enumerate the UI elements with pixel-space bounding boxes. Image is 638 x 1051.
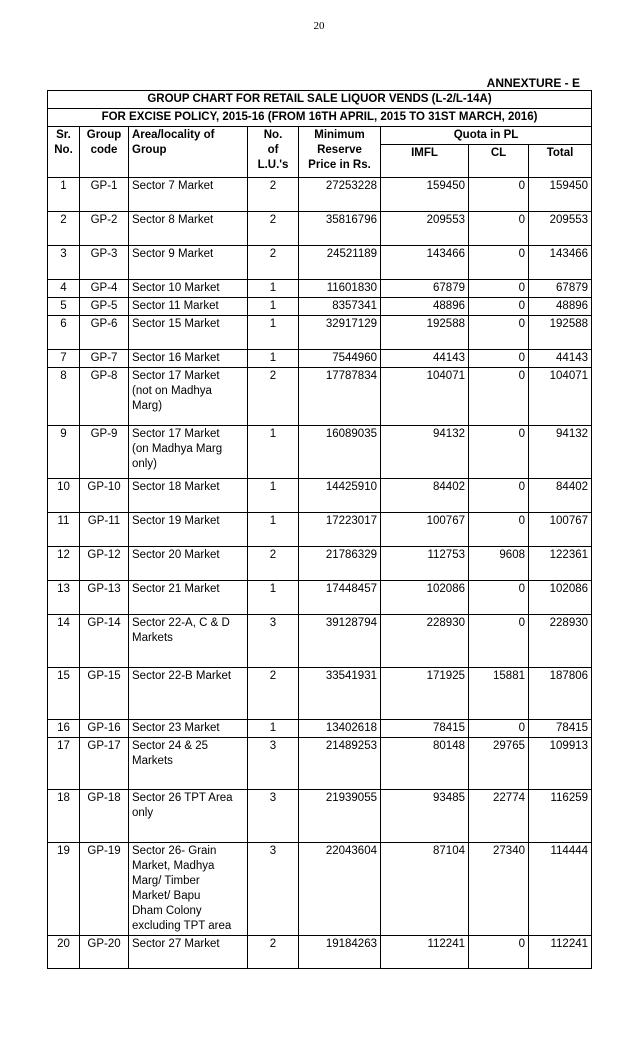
cell-lus: 1 [248, 720, 299, 738]
cell-sr-no: 1 [48, 178, 80, 212]
header-group-code: Group code [80, 127, 129, 178]
cell-group-code: GP-17 [80, 738, 129, 790]
cell-area: Sector 8 Market [129, 212, 248, 246]
cell-lus: 1 [248, 280, 299, 298]
cell-lus: 2 [248, 178, 299, 212]
cell-imfl: 159450 [381, 178, 469, 212]
cell-lus: 2 [248, 246, 299, 280]
table-row [48, 843, 592, 936]
table-row [48, 178, 592, 212]
cell-lus: 1 [248, 426, 299, 479]
cell-reserve-price: 22043604 [299, 843, 381, 936]
cell-cl: 0 [469, 513, 529, 547]
header-reserve-price: Minimum Reserve Price in Rs. [299, 127, 381, 178]
cell-cl: 0 [469, 212, 529, 246]
cell-lus: 1 [248, 581, 299, 615]
cell-reserve-price: 17448457 [299, 581, 381, 615]
cell-cl: 0 [469, 936, 529, 969]
cell-sr-no: 12 [48, 547, 80, 581]
cell-imfl: 67879 [381, 280, 469, 298]
cell-imfl: 209553 [381, 212, 469, 246]
cell-total: 187806 [529, 668, 592, 720]
cell-imfl: 104071 [381, 368, 469, 426]
cell-imfl: 112753 [381, 547, 469, 581]
cell-cl: 0 [469, 720, 529, 738]
cell-imfl: 87104 [381, 843, 469, 936]
cell-reserve-price: 14425910 [299, 479, 381, 513]
cell-area: Sector 17 Market (not on Madhya Marg) [129, 368, 248, 426]
header-total: Total [529, 145, 592, 178]
cell-lus: 1 [248, 350, 299, 368]
cell-area: Sector 21 Market [129, 581, 248, 615]
cell-total: 114444 [529, 843, 592, 936]
cell-area: Sector 20 Market [129, 547, 248, 581]
cell-imfl: 93485 [381, 790, 469, 843]
cell-total: 116259 [529, 790, 592, 843]
cell-cl: 27340 [469, 843, 529, 936]
cell-sr-no: 19 [48, 843, 80, 936]
cell-cl: 0 [469, 426, 529, 479]
cell-imfl: 143466 [381, 246, 469, 280]
cell-group-code: GP-18 [80, 790, 129, 843]
cell-cl: 22774 [469, 790, 529, 843]
cell-reserve-price: 17223017 [299, 513, 381, 547]
header-imfl: IMFL [381, 145, 469, 178]
table-row [48, 350, 592, 368]
cell-sr-no: 7 [48, 350, 80, 368]
cell-reserve-price: 24521189 [299, 246, 381, 280]
cell-cl: 0 [469, 280, 529, 298]
cell-cl: 0 [469, 350, 529, 368]
cell-cl: 15881 [469, 668, 529, 720]
cell-sr-no: 18 [48, 790, 80, 843]
cell-sr-no: 11 [48, 513, 80, 547]
cell-reserve-price: 35816796 [299, 212, 381, 246]
cell-lus: 2 [248, 212, 299, 246]
cell-sr-no: 3 [48, 246, 80, 280]
cell-sr-no: 5 [48, 298, 80, 316]
cell-cl: 0 [469, 316, 529, 350]
cell-imfl: 192588 [381, 316, 469, 350]
cell-total: 109913 [529, 738, 592, 790]
cell-sr-no: 16 [48, 720, 80, 738]
cell-sr-no: 10 [48, 479, 80, 513]
header-cl: CL [469, 145, 529, 178]
annexure-label: ANNEXTURE - E [486, 76, 580, 90]
cell-group-code: GP-6 [80, 316, 129, 350]
cell-area: Sector 23 Market [129, 720, 248, 738]
cell-sr-no: 8 [48, 368, 80, 426]
cell-group-code: GP-2 [80, 212, 129, 246]
page-number: 20 [313, 20, 325, 32]
cell-total: 100767 [529, 513, 592, 547]
cell-group-code: GP-15 [80, 668, 129, 720]
cell-group-code: GP-19 [80, 843, 129, 936]
cell-area: Sector 26- Grain Market, Madhya Marg/ Timber Market/ Bapu Dham Colony excluding TPT area [129, 843, 248, 936]
cell-sr-no: 20 [48, 936, 80, 969]
table-row [48, 720, 592, 738]
table-row [48, 668, 592, 720]
cell-cl: 0 [469, 178, 529, 212]
cell-area: Sector 26 TPT Area only [129, 790, 248, 843]
cell-area: Sector 22-A, C & D Markets [129, 615, 248, 668]
cell-total: 228930 [529, 615, 592, 668]
cell-sr-no: 9 [48, 426, 80, 479]
table-row [48, 513, 592, 547]
cell-lus: 2 [248, 547, 299, 581]
cell-reserve-price: 11601830 [299, 280, 381, 298]
cell-cl: 0 [469, 615, 529, 668]
cell-total: 209553 [529, 212, 592, 246]
cell-area: Sector 9 Market [129, 246, 248, 280]
cell-reserve-price: 7544960 [299, 350, 381, 368]
cell-lus: 3 [248, 738, 299, 790]
cell-reserve-price: 13402618 [299, 720, 381, 738]
cell-group-code: GP-16 [80, 720, 129, 738]
cell-lus: 1 [248, 316, 299, 350]
cell-lus: 1 [248, 298, 299, 316]
header-area: Area/locality of Group [129, 127, 248, 178]
cell-sr-no: 13 [48, 581, 80, 615]
table-row [48, 547, 592, 581]
cell-total: 44143 [529, 350, 592, 368]
cell-lus: 3 [248, 790, 299, 843]
cell-cl: 0 [469, 298, 529, 316]
cell-area: Sector 22-B Market [129, 668, 248, 720]
table-row [48, 280, 592, 298]
cell-total: 112241 [529, 936, 592, 969]
table-row [48, 426, 592, 479]
cell-group-code: GP-14 [80, 615, 129, 668]
cell-total: 84402 [529, 479, 592, 513]
table-row [48, 298, 592, 316]
cell-reserve-price: 17787834 [299, 368, 381, 426]
table-row [48, 581, 592, 615]
cell-reserve-price: 21939055 [299, 790, 381, 843]
cell-area: Sector 7 Market [129, 178, 248, 212]
cell-lus: 2 [248, 668, 299, 720]
cell-area: Sector 16 Market [129, 350, 248, 368]
header-sr-no: Sr. No. [48, 127, 80, 178]
table-row [48, 246, 592, 280]
group-chart-table [47, 90, 592, 969]
cell-cl: 29765 [469, 738, 529, 790]
cell-group-code: GP-11 [80, 513, 129, 547]
cell-sr-no: 2 [48, 212, 80, 246]
cell-total: 67879 [529, 280, 592, 298]
table-row [48, 316, 592, 350]
cell-total: 102086 [529, 581, 592, 615]
cell-reserve-price: 21786329 [299, 547, 381, 581]
cell-group-code: GP-1 [80, 178, 129, 212]
table-row [48, 615, 592, 668]
cell-total: 143466 [529, 246, 592, 280]
cell-imfl: 228930 [381, 615, 469, 668]
cell-imfl: 78415 [381, 720, 469, 738]
cell-reserve-price: 19184263 [299, 936, 381, 969]
cell-cl: 0 [469, 246, 529, 280]
cell-area: Sector 17 Market (on Madhya Marg only) [129, 426, 248, 479]
cell-total: 78415 [529, 720, 592, 738]
cell-area: Sector 10 Market [129, 280, 248, 298]
cell-cl: 0 [469, 479, 529, 513]
table-row [48, 368, 592, 426]
cell-sr-no: 4 [48, 280, 80, 298]
cell-area: Sector 11 Market [129, 298, 248, 316]
cell-imfl: 171925 [381, 668, 469, 720]
cell-reserve-price: 16089035 [299, 426, 381, 479]
cell-total: 122361 [529, 547, 592, 581]
cell-lus: 2 [248, 368, 299, 426]
table-row [48, 212, 592, 246]
cell-group-code: GP-12 [80, 547, 129, 581]
cell-group-code: GP-13 [80, 581, 129, 615]
cell-area: Sector 15 Market [129, 316, 248, 350]
cell-cl: 9608 [469, 547, 529, 581]
table-title-line1: GROUP CHART FOR RETAIL SALE LIQUOR VENDS (L-2/L-14A) [48, 91, 592, 109]
cell-reserve-price: 39128794 [299, 615, 381, 668]
cell-lus: 2 [248, 936, 299, 969]
cell-total: 192588 [529, 316, 592, 350]
cell-lus: 3 [248, 615, 299, 668]
cell-total: 94132 [529, 426, 592, 479]
cell-imfl: 102086 [381, 581, 469, 615]
table-row [48, 479, 592, 513]
header-lus: No. of L.U.'s [248, 127, 299, 178]
cell-lus: 3 [248, 843, 299, 936]
cell-total: 104071 [529, 368, 592, 426]
cell-reserve-price: 33541931 [299, 668, 381, 720]
cell-lus: 1 [248, 513, 299, 547]
cell-reserve-price: 32917129 [299, 316, 381, 350]
cell-reserve-price: 21489253 [299, 738, 381, 790]
table-row [48, 790, 592, 843]
cell-imfl: 80148 [381, 738, 469, 790]
cell-sr-no: 15 [48, 668, 80, 720]
cell-cl: 0 [469, 581, 529, 615]
cell-sr-no: 17 [48, 738, 80, 790]
cell-reserve-price: 8357341 [299, 298, 381, 316]
cell-cl: 0 [469, 368, 529, 426]
cell-imfl: 94132 [381, 426, 469, 479]
cell-imfl: 48896 [381, 298, 469, 316]
cell-group-code: GP-7 [80, 350, 129, 368]
cell-imfl: 84402 [381, 479, 469, 513]
cell-group-code: GP-20 [80, 936, 129, 969]
cell-group-code: GP-10 [80, 479, 129, 513]
cell-lus: 1 [248, 479, 299, 513]
cell-area: Sector 18 Market [129, 479, 248, 513]
table-row [48, 738, 592, 790]
table-title-line2: FOR EXCISE POLICY, 2015-16 (FROM 16TH APRIL, 2015 TO 31ST MARCH, 2016) [48, 109, 592, 127]
cell-group-code: GP-9 [80, 426, 129, 479]
cell-area: Sector 24 & 25 Markets [129, 738, 248, 790]
cell-total: 159450 [529, 178, 592, 212]
cell-area: Sector 27 Market [129, 936, 248, 969]
header-quota: Quota in PL [381, 127, 592, 145]
cell-sr-no: 14 [48, 615, 80, 668]
cell-total: 48896 [529, 298, 592, 316]
table-row [48, 936, 592, 969]
cell-imfl: 112241 [381, 936, 469, 969]
cell-group-code: GP-3 [80, 246, 129, 280]
cell-area: Sector 19 Market [129, 513, 248, 547]
cell-imfl: 44143 [381, 350, 469, 368]
cell-reserve-price: 27253228 [299, 178, 381, 212]
cell-imfl: 100767 [381, 513, 469, 547]
cell-group-code: GP-4 [80, 280, 129, 298]
cell-group-code: GP-8 [80, 368, 129, 426]
cell-sr-no: 6 [48, 316, 80, 350]
table-body [48, 178, 592, 969]
cell-group-code: GP-5 [80, 298, 129, 316]
